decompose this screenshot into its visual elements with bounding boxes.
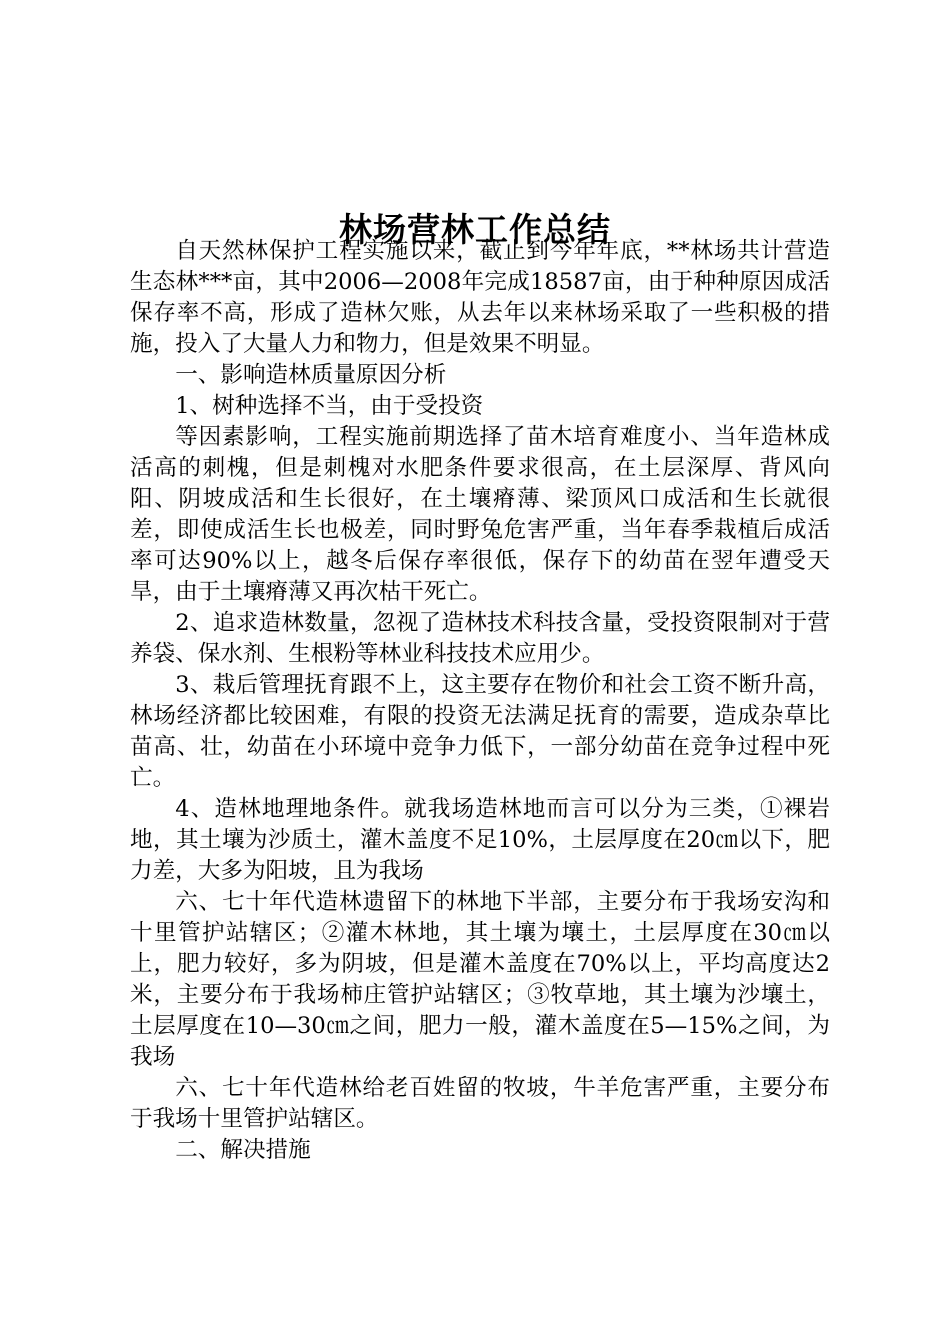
paragraph-item-1: 1、树种选择不当，由于受投资 xyxy=(175,393,484,419)
paragraph-intro: 自天然林保护工程实施以来，截止到今年年底，**林场共计营造生态林***亩，其中2006—2008年完成18587亩，由于种种原因成活保存率不高，形成了造林欠账，从去年以来林场采取了一些积极的措施，投入了大量人力和物力，但是效果不明显。 xyxy=(130,238,830,357)
paragraph-item-1-cont: 等因素影响，工程实施前期选择了苗木培育难度小、当年造林成活高的刺槐，但是刺槐对水肥条件要求很高，在土层深厚、背风向阳、阴坡成活和生长很好，在土壤瘠薄、梁顶风口成活和生长就很差，即使成活生长也极差，同时野兔危害严重，当年春季栽植后成活率可达90%以上，越冬后保存率很低，保存下的幼苗在翌年遭受天旱，由于土壤瘠薄又再次枯干死亡。 xyxy=(130,424,830,605)
page-title: 林场营林工作总结 xyxy=(339,210,611,250)
section-heading-2: 二、解决措施 xyxy=(175,1137,311,1163)
paragraph-item-2: 2、追求造林数量，忽视了造林技术科技含量，受投资限制对于营养袋、保水剂、生根粉等林业科技技术应用少。 xyxy=(130,610,830,667)
section-heading-1: 一、影响造林质量原因分析 xyxy=(175,362,447,388)
paragraph-item-3: 3、栽后管理抚育跟不上，这主要存在物价和社会工资不断升高，林场经济都比较困难，有限的投资无法满足抚育的需要，造成杂草比苗高、壮，幼苗在小环境中竞争力低下，一部分幼苗在竞争过程中死亡。 xyxy=(130,672,830,791)
paragraph-item-4: 4、造林地理地条件。就我场造林地而言可以分为三类，①裸岩地，其土壤为沙质土，灌木盖度不足10%，土层厚度在20㎝以下，肥力差，大多为阳坡，且为我场 xyxy=(130,796,830,884)
paragraph-item-4-cont-a: 六、七十年代造林遗留下的林地下半部，主要分布于我场安沟和十里管护站辖区；②灌木林地，其土壤为壤土，土层厚度在30㎝以上，肥力较好，多为阴坡，但是灌木盖度在70%以上，平均高度达2米，主要分布于我场柿庄管护站辖区；③牧草地，其土壤为沙壤土，土层厚度在10—30㎝之间，肥力一般，灌木盖度在5—15%之间，为我场 xyxy=(130,889,830,1070)
paragraph-item-4-cont-b: 六、七十年代造林给老百姓留的牧坡，牛羊危害严重，主要分布于我场十里管护站辖区。 xyxy=(130,1075,830,1132)
document-body xyxy=(130,236,830,1166)
